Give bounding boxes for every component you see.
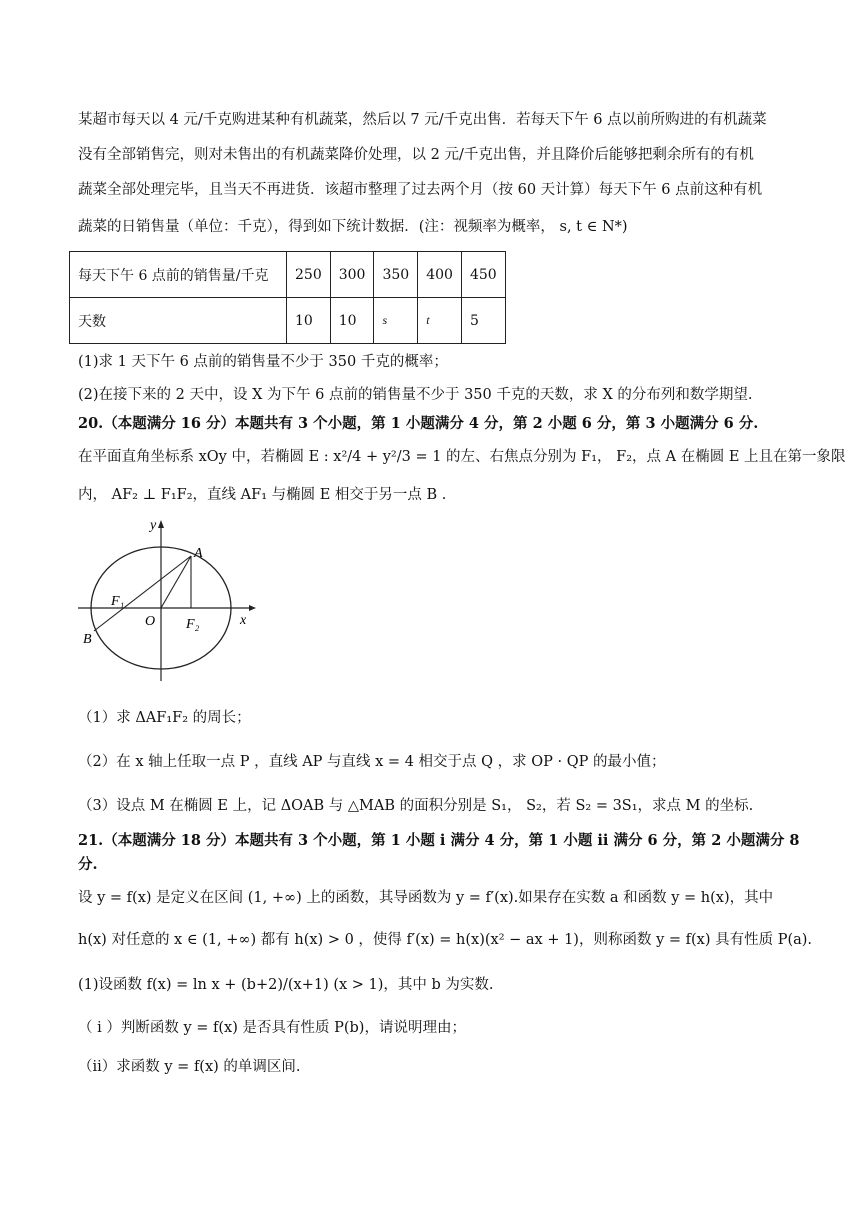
table-row-label: 每天下午 6 点前的销售量/千克	[70, 252, 287, 298]
table-cell: t	[418, 298, 462, 344]
q20-part-2: （2）在 x 轴上任取一点 P ，直线 AP 与直线 x = 4 相交于点 Q ，求 OP · QP 的最小值；	[78, 754, 666, 770]
q20-part-1: （1）求 ΔAF₁F₂ 的周长；	[78, 710, 251, 726]
table-cell: s	[374, 298, 418, 344]
q21-line-2: h(x) 对任意的 x ∈ (1, +∞) 都有 h(x) > 0 ，使得 f′(x) = h(x)(x² − ax + 1)，则称函数 y = f(x) 具有性质 P(a).	[78, 932, 813, 948]
label-a: A	[194, 546, 203, 561]
q21-heading-2: 分.	[78, 856, 98, 873]
table-row-label: 天数	[70, 298, 287, 344]
line-oa	[161, 556, 191, 608]
table-row	[70, 252, 506, 298]
table-cell: 300	[330, 252, 374, 298]
label-f2: F₂	[186, 617, 200, 632]
table-cell: 400	[418, 252, 462, 298]
q19-part-2: (2)在接下来的 2 天中，设 X 为下午 6 点前的销售量不少于 350 千克的天数，求 X 的分布列和数学期望.	[78, 387, 753, 403]
table-cell: 450	[461, 252, 505, 298]
q21-heading-1: 21.（本题满分 18 分）本题共有 3 个小题，第 1 小题 i 满分 4 分，第 1 小题 ii 满分 6 分，第 2 小题满分 8	[78, 832, 800, 849]
label-f1: F₁	[111, 594, 125, 609]
q21-line-3: (1)设函数 f(x) = ln x + (b+2)/(x+1) (x > 1)，其中 b 为实数.	[78, 977, 494, 993]
intro-line-4: 蔬菜的日销售量（单位：千克），得到如下统计数据．(注：视频率为概率， s, t ∈ N*)	[78, 219, 628, 235]
table-cell: 10	[330, 298, 374, 344]
label-o: O	[145, 614, 156, 629]
label-y: y	[150, 518, 157, 533]
q19-part-1: (1)求 1 天下午 6 点前的销售量不少于 350 千克的概率；	[78, 354, 448, 370]
intro-line-3: 蔬菜全部处理完毕，且当天不再进货．该超市整理了过去两个月（按 60 天计算）每天下午 6 点前这种有机	[78, 182, 763, 198]
table-cell: 10	[287, 298, 331, 344]
x-axis-arrow	[249, 605, 256, 611]
q20-line-1: 在平面直角坐标系 xOy 中，若椭圆 E : x²/4 + y²/3 = 1 的左、右焦点分别为 F₁， F₂，点 A 在椭圆 E 上且在第一象限	[78, 449, 846, 465]
q21-part-ii: （ii）求函数 y = f(x) 的单调区间.	[78, 1059, 301, 1075]
y-axis-arrow	[158, 520, 164, 528]
q21-line-1: 设 y = f(x) 是定义在区间 (1, +∞) 上的函数，其导函数为 y = f′(x).如果存在实数 a 和函数 y = h(x)，其中	[78, 890, 774, 906]
q20-part-3: （3）设点 M 在椭圆 E 上，记 ΔOAB 与 △MAB 的面积分别是 S₁， S₂，若 S₂ = 3S₁，求点 M 的坐标.	[78, 798, 754, 814]
intro-line-1: 某超市每天以 4 元/千克购进某种有机蔬菜，然后以 7 元/千克出售．若每天下午 6 点以前所购进的有机蔬菜	[78, 112, 767, 128]
label-x: x	[240, 613, 247, 628]
label-b: B	[83, 632, 92, 647]
sales-statistics-table	[69, 251, 506, 344]
intro-line-2: 没有全部销售完，则对未售出的有机蔬菜降价处理，以 2 元/千克出售，并且降价后能够把剩余所有的有机	[78, 147, 754, 163]
table-cell: 250	[287, 252, 331, 298]
table-row	[70, 298, 506, 344]
q21-part-i: （ i ）判断函数 y = f(x) 是否具有性质 P(b)，请说明理由；	[78, 1020, 466, 1036]
ellipse-figure	[74, 515, 264, 683]
q20-line-2: 内， AF₂ ⊥ F₁F₂，直线 AF₁ 与椭圆 E 相交于另一点 B .	[78, 487, 447, 503]
q20-heading: 20.（本题满分 16 分）本题共有 3 个小题，第 1 小题满分 4 分，第 2 小题 6 分，第 3 小题满分 6 分.	[78, 415, 759, 432]
table-cell: 350	[374, 252, 418, 298]
table-cell: 5	[461, 298, 505, 344]
